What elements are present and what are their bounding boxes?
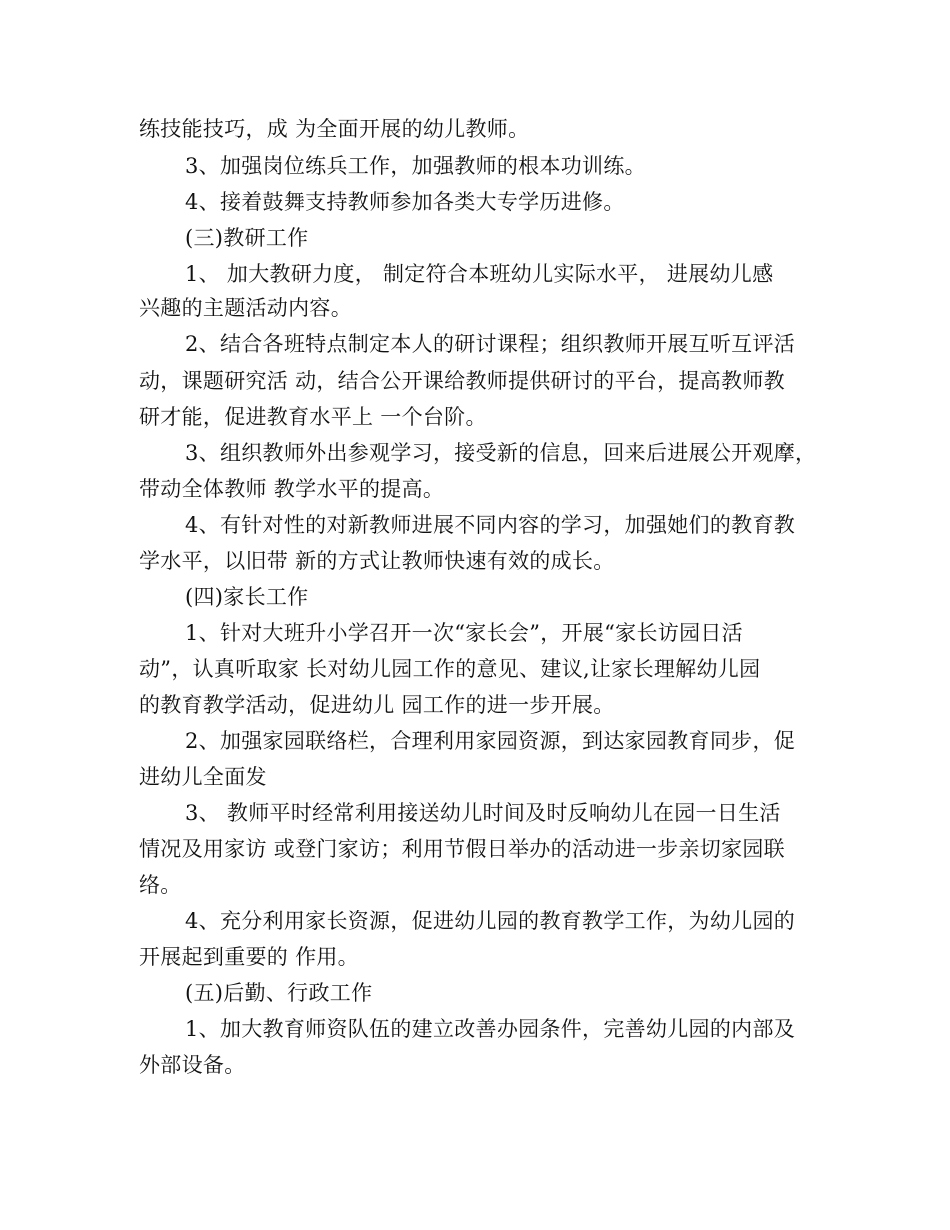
- text-line: 开展起到重要的 作用。: [139, 945, 359, 969]
- text-line: 研才能，促进教育水平上 一个台阶。: [139, 405, 487, 429]
- section-heading: (五)后勤、行政工作: [185, 981, 373, 1005]
- text-line: 1、 加大教研力度， 制定符合本班幼儿实际水平， 进展幼儿感: [185, 262, 774, 286]
- text-line: 动，课题研究活 动，结合公开课给教师提供研讨的平台，提高教师教: [139, 369, 785, 393]
- text-line: 2、加强家园联络栏，合理利用家园资源，到达家园教育同步，促: [185, 729, 796, 753]
- text-line: 情况及用家访 或登门家访；利用节假日举办的活动进一步亲切家园联: [139, 837, 785, 861]
- text-line: 络。: [139, 873, 182, 897]
- text-line: 3、组织教师外出参观学习，接受新的信息，回来后进展公开观摩，: [185, 441, 817, 465]
- text-line: 的教育教学活动，促进幼儿 园工作的进一步开展。: [139, 693, 615, 717]
- text-line: 3、加强岗位练兵工作，加强教师的根本功训练。: [185, 154, 646, 178]
- text-line: 2、结合各班特点制定本人的研讨课程；组织教师开展互听互评活: [185, 332, 796, 356]
- section-heading: (四)家长工作: [185, 585, 309, 609]
- text-line: 1、加大教育师资队伍的建立改善办园条件，完善幼儿园的内部及: [185, 1017, 796, 1041]
- text-line: 1、针对大班升小学召开一次“家长会”，开展“家长访园日活: [185, 621, 743, 645]
- text-line: 4、充分利用家长资源，促进幼儿园的教育教学工作，为幼儿园的: [185, 909, 796, 933]
- text-line: 进幼儿全面发: [139, 765, 267, 789]
- section-heading: (三)教研工作: [185, 226, 309, 250]
- text-line: 带动全体教师 教学水平的提高。: [139, 477, 445, 501]
- text-line: 4、接着鼓舞支持教师参加各类大专学历进修。: [185, 190, 625, 214]
- text-line: 学水平，以旧带 新的方式让教师快速有效的成长。: [139, 549, 615, 573]
- text-line: 3、 教师平时经常利用接送幼儿时间及时反响幼儿在园一日生活: [185, 801, 781, 825]
- text-line: 练技能技巧，成 为全面开展的幼儿教师。: [139, 117, 530, 141]
- text-line: 动”，认真听取家 长对幼儿园工作的意见、建议,让家长理解幼儿园: [139, 657, 761, 681]
- text-line: 4、有针对性的对新教师进展不同内容的学习，加强她们的教育教: [185, 513, 796, 537]
- text-line: 兴趣的主题活动内容。: [139, 296, 352, 320]
- text-line: 外部设备。: [139, 1053, 246, 1077]
